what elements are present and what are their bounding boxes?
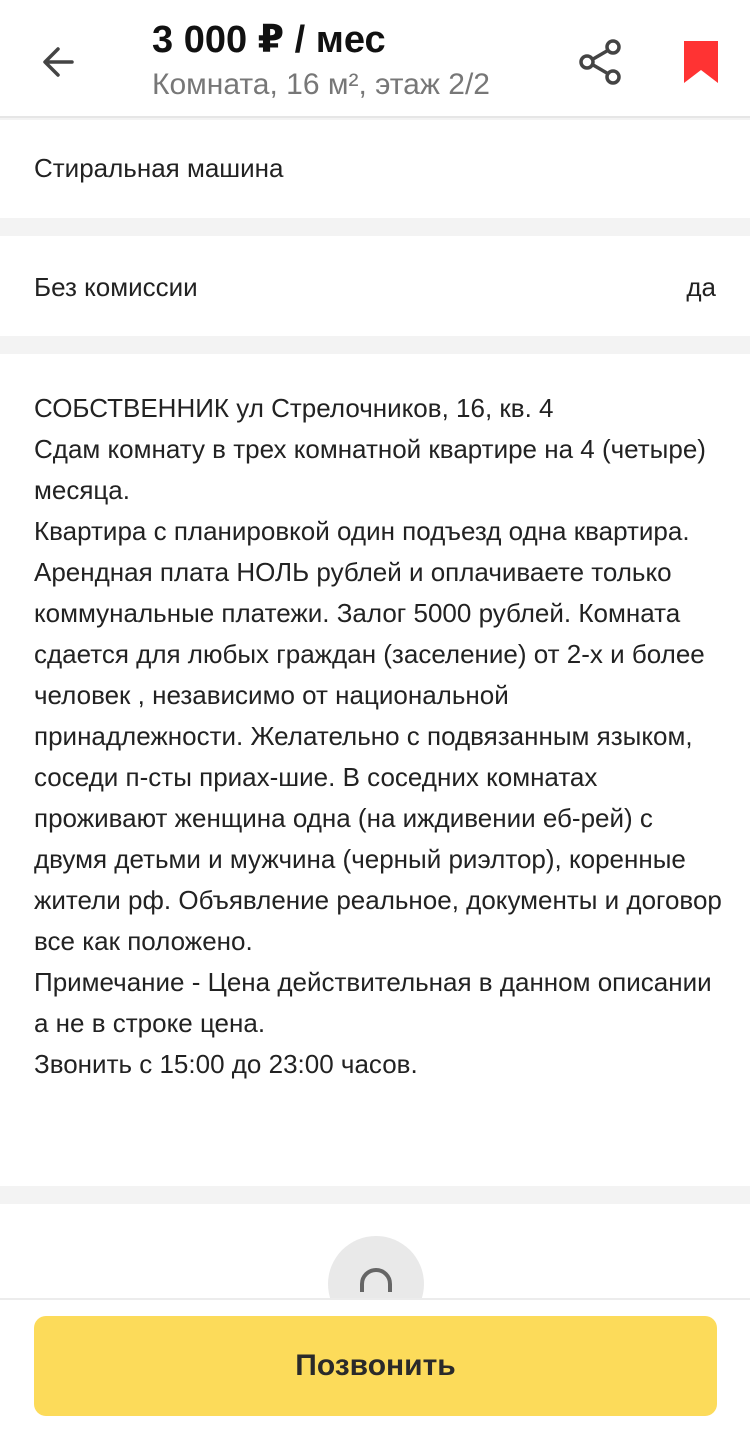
description-text <box>34 388 724 1085</box>
share-icon <box>574 36 626 88</box>
feature-card-commission <box>0 236 750 336</box>
arrow-left-icon <box>38 42 78 82</box>
listing-title-block <box>152 18 490 104</box>
no-commission-label: Без комиссии <box>34 272 198 302</box>
bookmark-icon <box>683 40 719 84</box>
description-line: Звонить с 15:00 до 23:00 часов. <box>34 1049 418 1079</box>
description-card <box>0 354 750 1186</box>
price-title: 3 000 ₽ / мес <box>152 19 386 61</box>
call-button[interactable]: Позвонить <box>34 1316 717 1416</box>
listing-subtitle: Комната, 16 м², этаж 2/2 <box>152 68 490 101</box>
description-line: Квартира с планировкой один подъезд одна квартира. Арендная плата НОЛЬ рублей и оплачиваете только коммунальные платежи. Залог 5000 рублей. Комната сдается для любых граждан (заселение) от 2-х и более человек , независимо от национальной принадлежности. Желательно с подвязанным языком, соседи п-сты приах-шие. В соседних комнатах проживают женщина одна (на иждивении еб-рей) с двумя детьми и мужчина (черный риэлтор), коренные жители рф. Объявление реальное, документы и договор все как положено. <box>34 516 722 956</box>
app-header <box>0 0 750 118</box>
back-button[interactable] <box>30 34 86 90</box>
description-line: Сдам комнату в трех комнатной квартире на 4 (четыре) месяца. <box>34 434 706 505</box>
bottom-action-bar <box>0 1298 750 1434</box>
feature-washing-machine: Стиральная машина <box>34 153 284 183</box>
feature-card-washing-machine <box>0 120 750 218</box>
no-commission-value: да <box>686 272 716 302</box>
description-line: Примечание - Цена действительная в данном описании а не в строке цена. <box>34 967 712 1038</box>
description-line: СОБСТВЕННИК ул Стрелочников, 16, кв. 4 <box>34 393 554 423</box>
bookmark-button[interactable] <box>676 34 726 90</box>
share-button[interactable] <box>570 32 630 92</box>
